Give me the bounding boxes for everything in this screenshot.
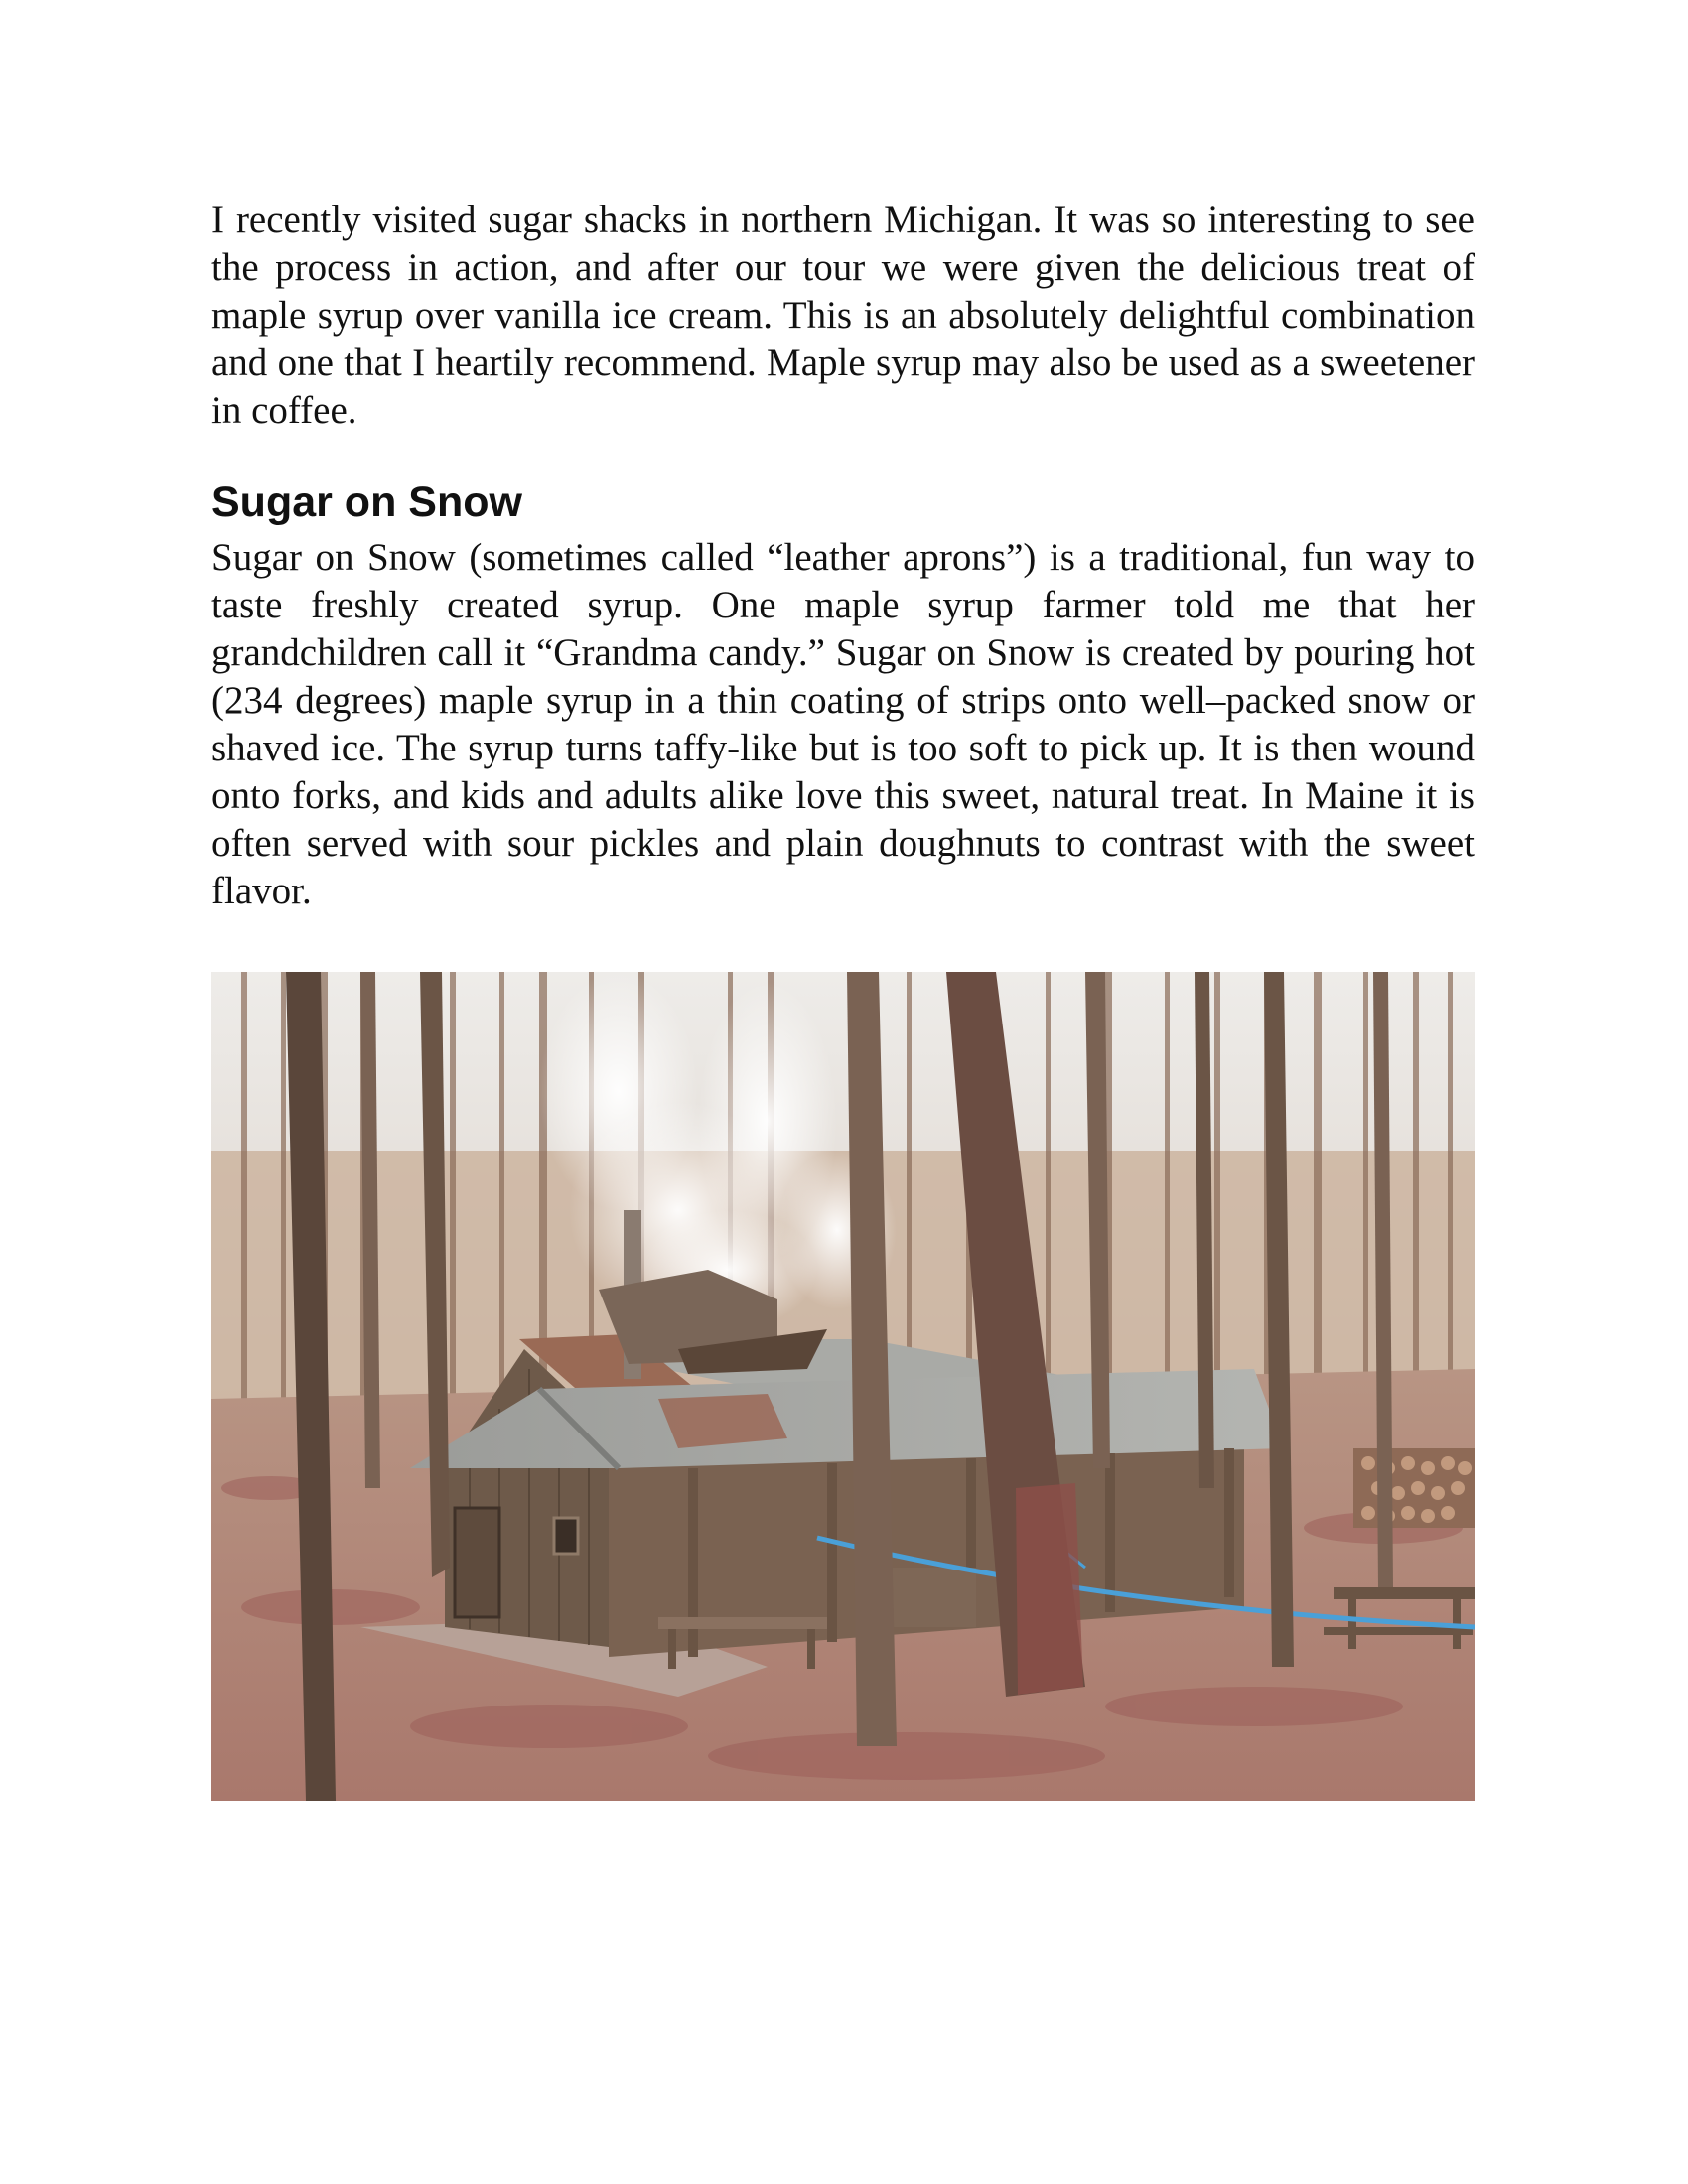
porch-bench: [658, 1617, 827, 1629]
shack-window: [554, 1518, 578, 1554]
sugar-shack-photo: [211, 972, 1475, 1801]
porch-table: [887, 1568, 976, 1627]
woodpile: [1353, 1448, 1475, 1528]
document-page: [211, 197, 1475, 915]
intro-paragraph: I recently visited sugar shacks in northern Michigan. It was so interesting to see the process in action, and after our tour we were given the delicious treat of maple syrup over vanilla ice cream. This is an absolutely delightful combination and one that I heartily recommend. Maple syrup may also be used as a sweetener in coffee.: [211, 199, 1475, 432]
section-heading: Sugar on Snow: [211, 478, 522, 526]
roof-rust-patch: [658, 1394, 787, 1448]
shack-door: [455, 1508, 499, 1617]
section-paragraph: Sugar on Snow (sometimes called “leather aprons”) is a traditional, fun way to taste freshly created syrup. One maple syrup farmer told me that her grandchildren call it “Grandma candy.” Sugar on Snow is created by pouring hot (234 degrees) maple syrup in a thin coating of strips onto well–packed snow or shaved ice. The syrup turns taffy-like but is too soft to pick up. It is then wound onto forks, and kids and adults alike love this sweet, natural treat. In Maine it is often served with sour pickles and plain doughnuts to contrast with the sweet flavor.: [211, 536, 1475, 912]
